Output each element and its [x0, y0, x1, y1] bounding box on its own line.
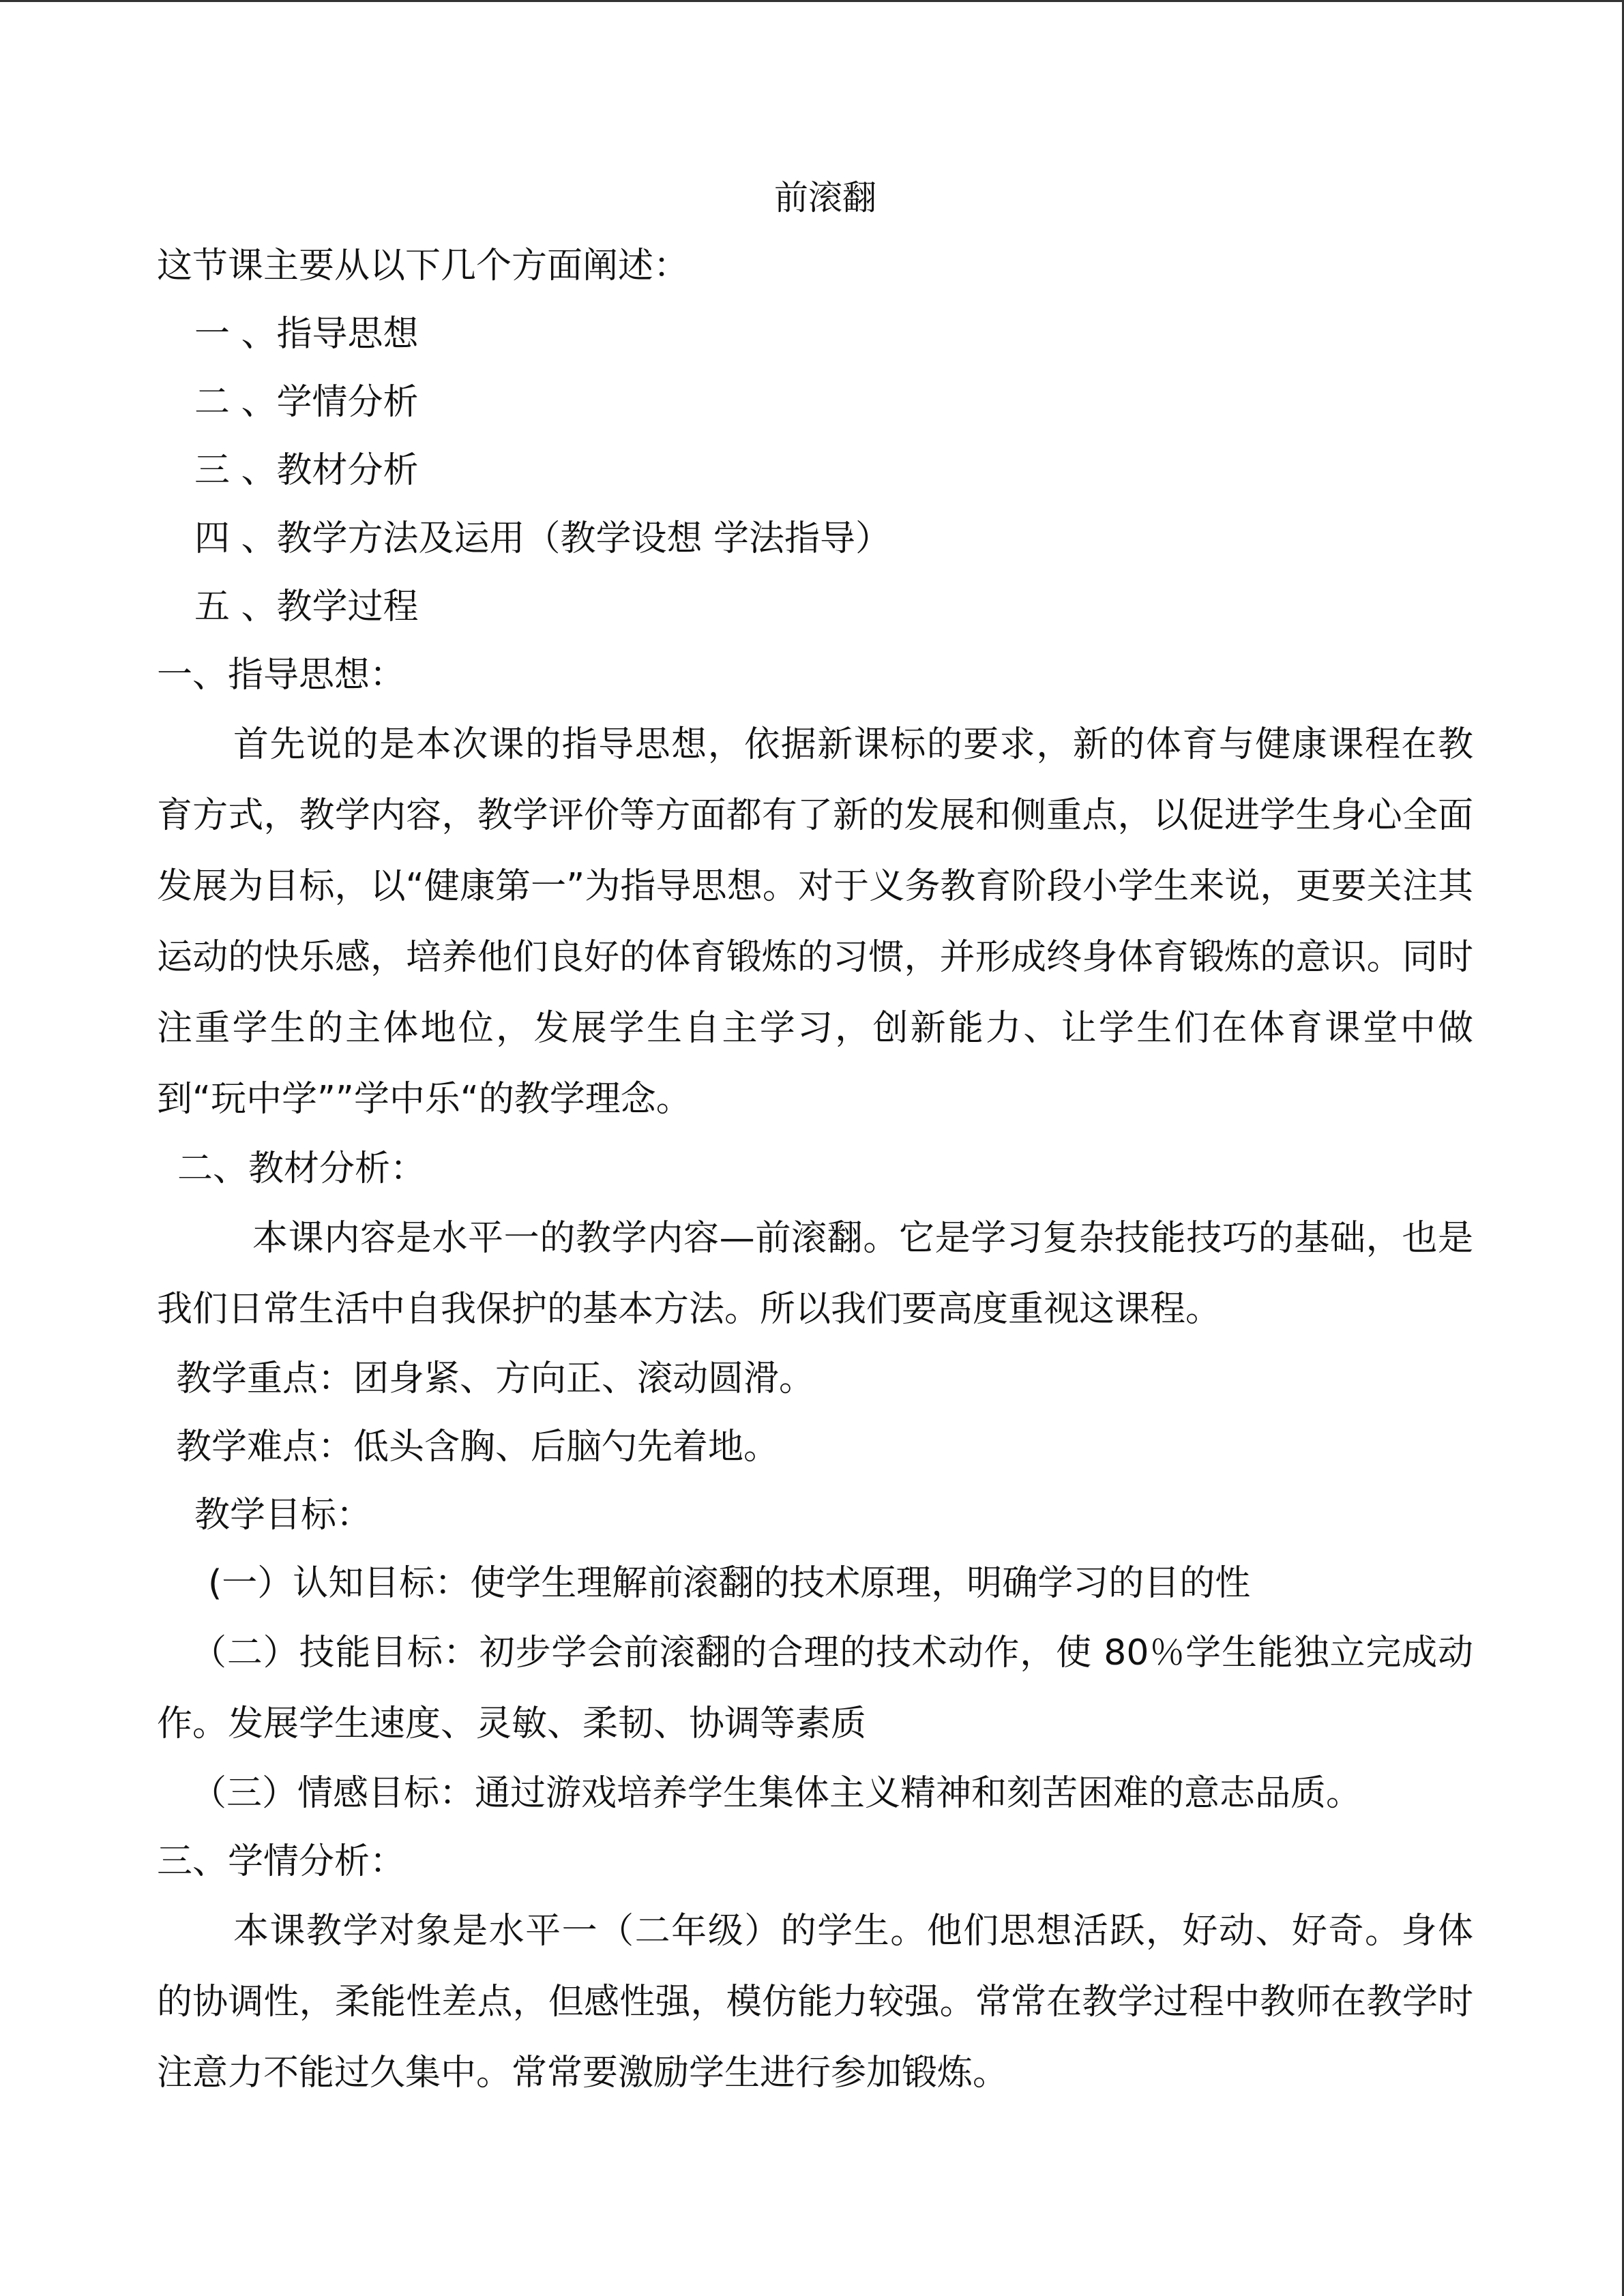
section1-body: 首先说的是本次课的指导思想，依据新课标的要求，新的体育与健康课程在教育方式，教学内容，教学评价等方面都有了新的发展和侧重点，以促进学生身心全面发展为目标，以“健康第一”为指导思想。对于义务教育阶段小学生来说，更要关注其运动的快乐感，培养他们良好的体育锻炼的习惯，并形成终身体育锻炼的意识。同时注重学生的主体地位，发展学生自主学习，创新能力、让学生们在体育课堂中做到“玩中学””学中乐“的教学理念。 — [157, 724, 1473, 1120]
outline-item-2: 二 、学情分析 — [194, 382, 419, 423]
section2-heading: 二、教材分析： — [177, 1148, 426, 1189]
difficulty-point: 教学难点：低头含胸、后脑勺先着地。 — [176, 1427, 780, 1467]
section1-heading: 一、指导思想： — [157, 655, 406, 696]
goal-cognitive: (一）认知目标：使学生理解前滚翻的技术原理，明确学习的目的性 — [208, 1563, 1251, 1604]
goal-emotion: （三）情感目标：通过游戏培养学生集体主义精神和刻苦困难的意志品质。 — [191, 1773, 1362, 1814]
section3-heading: 三、学情分析： — [157, 1841, 406, 1882]
outline-item-1: 一 、指导思想 — [194, 314, 419, 355]
key-point: 教学重点：团身紧、方向正、滚动圆滑。 — [176, 1358, 815, 1399]
goal-skill: （二）技能目标：初步学会前滚翻的合理的技术动作，使 80％学生能独立完成动作。发展学生速度、灵敏、柔韧、协调等素质 — [157, 1632, 1473, 1744]
section3-body: 本课教学对象是水平一（二年级）的学生。他们思想活跃，好动、好奇。身体的协调性，柔能性差点，但感性强，模仿能力较强。常常在教学过程中教师在教学时注意力不能过久集中。常常要激励学生进行参加锻炼。 — [157, 1911, 1473, 2093]
outline-item-5: 五 、教学过程 — [194, 586, 419, 627]
outline-item-3: 三 、教材分析 — [194, 450, 419, 491]
document-title: 前滚翻 — [774, 178, 876, 218]
page-top-border — [0, 0, 1624, 2]
section2-body: 本课内容是水平一的教学内容—前滚翻。它是学习复杂技能技巧的基础，也是我们日常生活中自我保护的基本方法。所以我们要高度重视这课程。 — [157, 1218, 1473, 1330]
goals-heading: 教学目标： — [194, 1495, 372, 1536]
document-page — [157, 164, 1473, 2108]
outline-item-4: 四 、教学方法及运用（教学设想 学法指导） — [194, 518, 891, 559]
intro-line: 这节课主要从以下几个方面阐述： — [157, 245, 690, 286]
